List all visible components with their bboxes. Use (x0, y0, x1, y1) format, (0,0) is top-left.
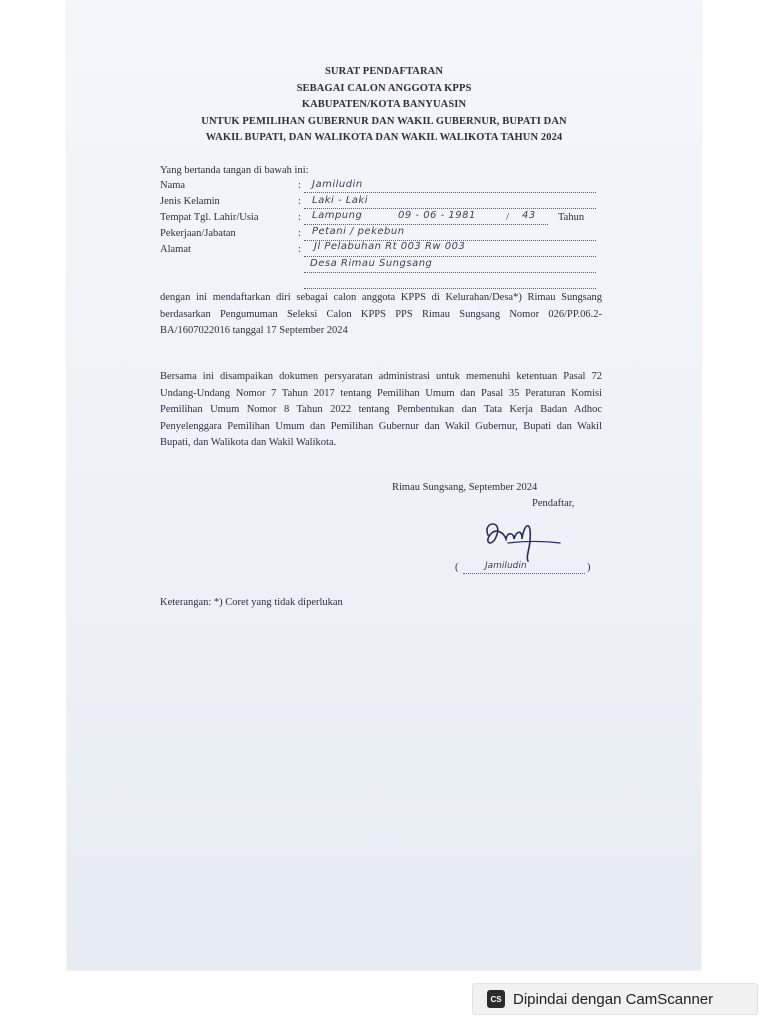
requirements-paragraph: Bersama ini disampaikan dokumen persyaratan administrasi untuk memenuhi ketentuan Pasal 72 Undang-Undang Nomor 7 Tahun 2017 tentang Pemilihan Umum dan Pasal 35 Peraturan Komisi Pemilihan Umum Nomor 8 Tahun 2022 tentang Pembentukan dan Tata Kerja Badan Adhoc Penyelenggara Pemilihan Umum dan Pemilihan Gubernur dan Wakil Gubernur, Bupati dan Wakil Bupati, dan Walikota dan Wakil Walikota. (160, 371, 602, 448)
footnote: Keterangan: *) Coret yang tidak diperlukan (160, 597, 343, 608)
watermark-text: Dipindai dengan CamScanner (513, 990, 714, 1008)
handwritten-date: 09 - 06 - 1981 (398, 210, 476, 221)
field-label: Alamat (160, 244, 191, 255)
title-line: SURAT PENDAFTARAN (324, 66, 444, 77)
fill-line (304, 192, 596, 193)
handwritten-value: Jamiludin (312, 179, 363, 190)
fill-line (304, 256, 596, 257)
title-line: KABUPATEN/KOTA BANYUASIN (301, 99, 467, 110)
field-label: Nama (160, 180, 186, 191)
age-unit: Tahun (558, 212, 585, 223)
field-label: Jenis Kelamin (160, 196, 220, 207)
field-alamat: Alamat : Jl Pelabuhan Rt 003 Rw 003 (160, 243, 600, 259)
field-nama: Nama : Jamiludin (160, 179, 600, 195)
place-date: Rimau Sungsang, September 2024 (392, 482, 538, 493)
title-line: UNTUK PEMILIHAN GUBERNUR DAN WAKIL GUBERNUR, BUPATI DAN (201, 115, 567, 127)
field-pekerjaan: Pekerjaan/Jabatan : Petani / pekebun (160, 227, 600, 243)
title-line: SEBAGAI CALON ANGGOTA KPPS (296, 82, 472, 94)
form-fields (160, 179, 600, 291)
field-alamat-cont (160, 259, 600, 275)
handwritten-place: Lampung (312, 210, 363, 221)
field-jenis-kelamin: Jenis Kelamin : Laki - Laki (160, 195, 600, 211)
handwritten-value: Laki - Laki (312, 195, 369, 206)
handwritten-age: 43 (522, 210, 536, 221)
handwritten-value: Petani / pekebun (312, 226, 405, 237)
title-line: WAKIL BUPATI, DAN WALIKOTA DAN WAKIL WALIKOTA TAHUN 2024 (205, 132, 563, 143)
camscanner-watermark (472, 983, 758, 1015)
fill-line (304, 224, 548, 225)
camscanner-icon: CS (487, 990, 505, 1008)
fill-line (304, 288, 596, 289)
handwritten-value: Jl Pelabuhan Rt 003 Rw 003 (314, 241, 466, 252)
fill-line (304, 272, 596, 273)
document-title (67, 64, 701, 147)
field-ttl: Tempat Tgl. Lahir/Usia : Lampung 09 - 06 - 1981 / 43 Tahun (160, 210, 585, 223)
field-label: Tempat Tgl. Lahir/Usia (160, 212, 259, 223)
field-label: Pekerjaan/Jabatan (160, 228, 236, 239)
signature-image (474, 513, 564, 565)
registrant-label: Pendaftar, (532, 498, 575, 509)
registration-paragraph: dengan ini mendaftarkan diri sebagai calon anggota KPPS di Kelurahan/Desa*) Rimau Sungsang berdasarkan Pengumuman Seleksi Calon KPPS PPS Rimau Sungsang Nomor 026/PP.06.2-BA/1607022016 tanggal 17 September 2024 (160, 292, 602, 336)
handwritten-value: Desa Rimau Sungsang (310, 258, 433, 269)
handwritten-name: Jamiludin (485, 561, 527, 571)
field-alamat-blank (160, 275, 600, 291)
intro-text: Yang bertanda tangan di bawah ini: (160, 165, 309, 176)
fill-line (304, 208, 596, 209)
